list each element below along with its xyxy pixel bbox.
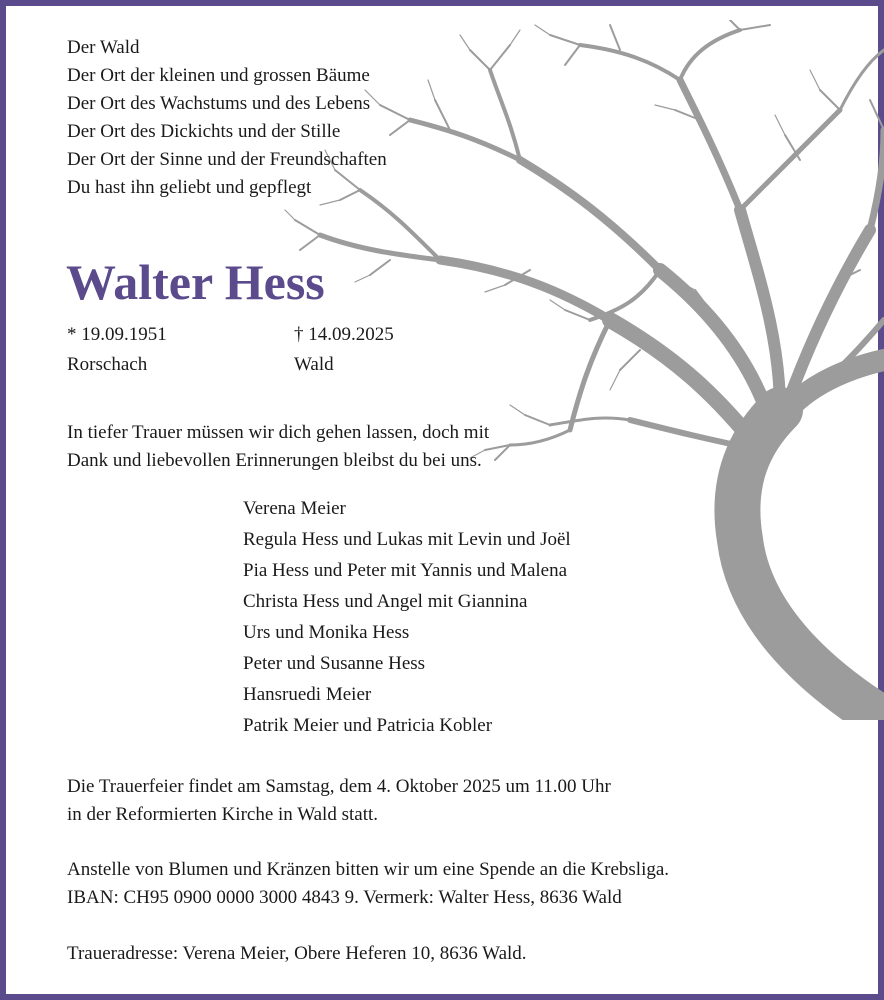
poem <box>67 34 387 202</box>
family-list <box>243 493 571 741</box>
family-member: Urs und Monika Hess <box>243 622 410 643</box>
mourning-line: Dank und liebevollen Erinnerungen bleibst du bei uns. <box>67 450 482 471</box>
family-member: Patrik Meier und Patricia Kobler <box>243 715 493 736</box>
family-member: Regula Hess und Lukas mit Levin und Joël <box>243 529 571 550</box>
poem-line: Der Ort der Sinne und der Freundschaften <box>67 149 387 170</box>
poem-line: Der Ort der kleinen und grossen Bäume <box>67 65 370 86</box>
poem-line: Der Wald <box>67 37 140 58</box>
mourning-text <box>67 419 489 475</box>
mourning-line: In tiefer Trauer müssen wir dich gehen lassen, doch mit <box>67 422 490 443</box>
deceased-name: Walter Hess <box>66 254 325 310</box>
death-date: † 14.09.2025 <box>294 324 394 345</box>
service-line: in der Reformierten Kirche in Wald statt. <box>67 804 378 825</box>
mourning-address: Traueradresse: Verena Meier, Obere Heferen 10, 8636 Wald. <box>67 943 527 964</box>
birth-place: Rorschach <box>67 354 148 375</box>
service-info <box>67 773 611 829</box>
family-member: Verena Meier <box>243 498 346 519</box>
donation-line: Anstelle von Blumen und Kränzen bitten wir um eine Spende an die Krebsliga. <box>67 859 670 880</box>
poem-line: Du hast ihn geliebt und gepflegt <box>67 177 312 198</box>
death-place: Wald <box>294 354 334 375</box>
poem-line: Der Ort des Dickichts und der Stille <box>67 121 341 142</box>
family-member: Pia Hess und Peter mit Yannis und Malena <box>243 560 568 581</box>
family-member: Christa Hess und Angel mit Giannina <box>243 591 528 612</box>
donation-info <box>67 856 669 912</box>
family-member: Peter und Susanne Hess <box>243 653 426 674</box>
service-line: Die Trauerfeier findet am Samstag, dem 4. Oktober 2025 um 11.00 Uhr <box>67 776 611 797</box>
poem-line: Der Ort des Wachstums und des Lebens <box>67 93 371 114</box>
iban-line: IBAN: CH95 0900 0000 3000 4843 9. Vermerk: Walter Hess, 8636 Wald <box>67 887 622 908</box>
birth-date: * 19.09.1951 <box>67 324 167 345</box>
family-member: Hansruedi Meier <box>243 684 372 705</box>
